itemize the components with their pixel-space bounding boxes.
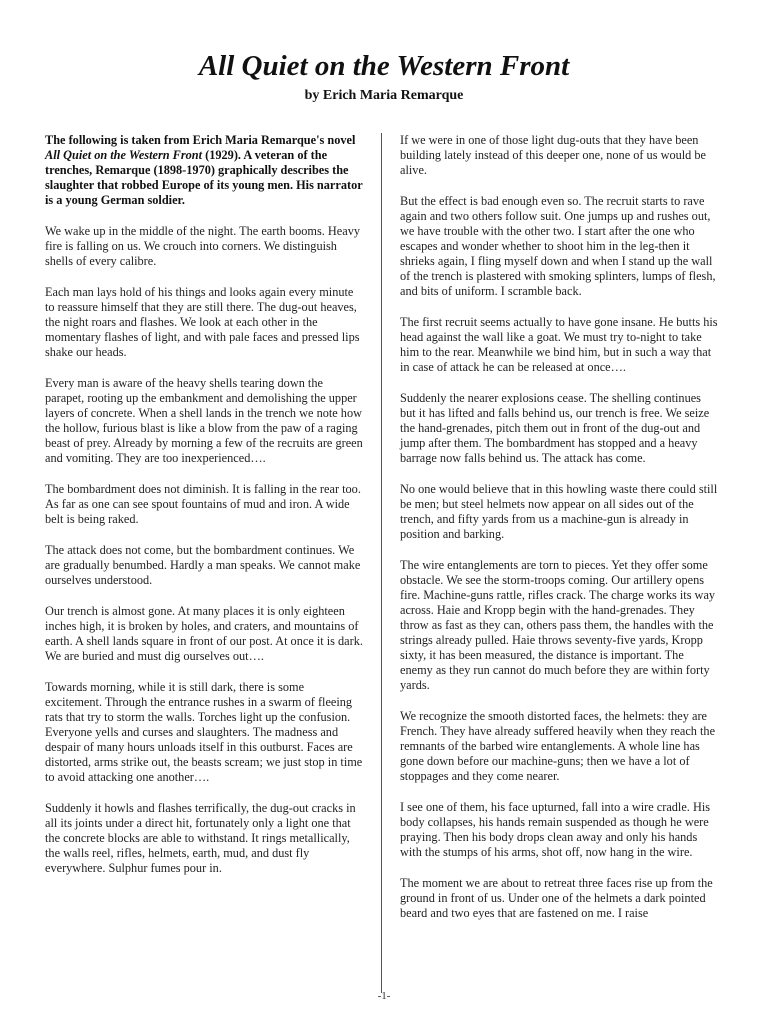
- document-title: All Quiet on the Western Front: [198, 50, 570, 82]
- right-column: [400, 133, 718, 937]
- body-paragraph: If we were in one of those light dug-outs that they have been building lately instead of this deeper one, none of us would be alive.: [400, 133, 706, 177]
- body-paragraph: No one would believe that in this howling waste there could still be men; but steel helmets now appear on all sides out of the trench, and fifty yards from us a machine-gun is already in position and barking.: [400, 482, 718, 541]
- body-paragraph: Our trench is almost gone. At many places it is only eighteen inches high, it is broken by holes, and craters, and mountains of earth. A shell lands square in front of our post. At once it is dark. We are buried and must dig ourselves out….: [45, 604, 363, 663]
- body-paragraph: The moment we are about to retreat three faces rise up from the ground in front of us. Under one of the helmets a dark pointed beard and two eyes that are fastened on me. I raise: [400, 876, 713, 920]
- column-divider: [381, 133, 382, 993]
- intro-text-after: (1929). A veteran of the trenches, Remarque (1898-1970) graphically describes the slaughter that robbed Europe of its young men. His narrator is a young German soldier.: [45, 148, 363, 207]
- body-paragraph: But the effect is bad enough even so. The recruit starts to rave again and two others follow suit. One jumps up and rushes out, we have trouble with the other two. I start after the one who escapes and wonder whether to shoot him in the leg-then it shrieks again, I fling myself down and when I stand up the wall of the trench is plastered with smoking splinters, lumps of flesh, and bits of uniform. I scramble back.: [400, 194, 716, 298]
- body-paragraph: The wire entanglements are torn to pieces. Yet they offer some obstacle. We see the storm-troops coming. Our artillery opens fire. Machine-guns rattle, rifles crack. The charge works its way across. Haie and Kropp begin with the hand-grenades. They throw as fast as they can, others pass them, the handles with the strings already pulled. Haie throws seventy-five yards, Kropp sixty, it has been measured, the distance is important. The enemy as they run cannot do much before they are within forty yards.: [400, 558, 716, 692]
- body-paragraph: The first recruit seems actually to have gone insane. He butts his head against the wall like a goat. We must try to-night to take him to the rear. Meanwhile we bind him, but in such a way that in case of attack he can be released at once….: [400, 315, 718, 374]
- body-paragraph: Suddenly it howls and flashes terrifically, the dug-out cracks in all its joints under a direct hit, fortunately only a light one that the concrete blocks are able to withstand. It rings metallically, the walls reel, rifles, helmets, earth, mud, and dust fly everywhere. Sulphur fumes pour in.: [45, 801, 356, 875]
- body-paragraph: Each man lays hold of his things and looks again every minute to reassure himself that they are still there. The dug-out heaves, the night roars and flashes. We look at each other in the momentary flashes of light, and with pale faces and pressed lips shake our heads.: [45, 285, 360, 359]
- intro-book-title: All Quiet on the Western Front: [45, 148, 203, 162]
- body-paragraph: Every man is aware of the heavy shells tearing down the parapet, rooting up the embankment and demolishing the upper layers of concrete. When a shell lands in the trench we note how the hollow, furious blast is like a blow from the paw of a raging beast of prey. Already by morning a few of the recruits are green and vomiting. They are too inexperienced….: [45, 376, 363, 465]
- body-paragraph: Suddenly the nearer explosions cease. The shelling continues but it has lifted and falls behind us, our trench is free. We seize the hand-grenades, pitch them out in front of the dug-out and jump after them. The bombardment has stopped and a heavy barrage now falls behind us. The attack has come.: [400, 391, 710, 465]
- page-number: -1-: [377, 990, 391, 1002]
- body-paragraph: We wake up in the middle of the night. The earth booms. Heavy fire is falling on us. We crouch into corners. We distinguish shells of every calibre.: [45, 224, 361, 268]
- intro-text-before: The following is taken from Erich Maria Remarque's novel: [45, 133, 356, 147]
- body-paragraph: Towards morning, while it is still dark, there is some excitement. Through the entrance rushes in a swarm of fleeing rats that try to storm the walls. Torches light up the confusion. Everyone yells and curses and slaughters. The madness and despair of many hours unloads itself in this outburst. Faces are distorted, arms strike out, the beasts scream; we just stop in time to avoid attacking one another….: [45, 680, 363, 784]
- body-paragraph: The bombardment does not diminish. It is falling in the rear too. As far as one can see spout fountains of mud and iron. A wide belt is being raked.: [45, 482, 361, 526]
- body-paragraph: The attack does not come, but the bombardment continues. We are gradually benumbed. Hardly a man speaks. We cannot make ourselves understood.: [45, 543, 361, 587]
- left-column: [45, 133, 363, 892]
- author-byline: by Erich Maria Remarque: [304, 88, 464, 103]
- body-paragraph: I see one of them, his face upturned, fall into a wire cradle. His body collapses, his hands remain suspended as though he were praying. Then his body drops clean away and only his hands with the stumps of his arms, shot off, now hang in the wire.: [400, 800, 711, 859]
- intro-paragraph: [45, 133, 363, 208]
- body-paragraph: We recognize the smooth distorted faces, the helmets: they are French. They have already suffered heavily when they reach the remnants of the barbed wire entanglements. A whole line has gone down before our machine-guns; then we have a lot of stoppages and they come nearer.: [400, 709, 716, 783]
